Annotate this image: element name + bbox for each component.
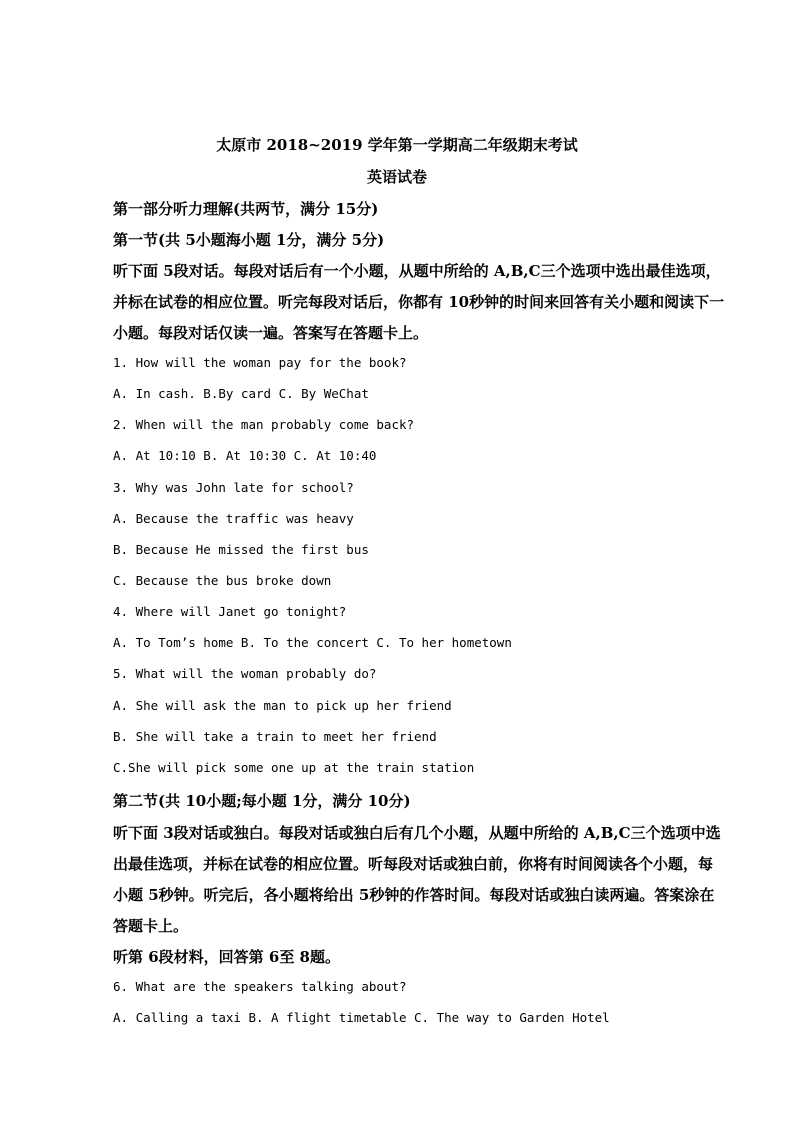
- question-6-options: A. Calling a taxi B. A flight timetable C. The way to Garden Hotel: [113, 1010, 610, 1025]
- question-1: 1. How will the woman pay for the book?: [113, 355, 407, 370]
- question-4: 4. Where will Janet go tonight?: [113, 604, 347, 619]
- question-3-option-b: B. Because He missed the first bus: [113, 542, 369, 557]
- section2-instruction-line: 出最佳选项，并标在试卷的相应位置。听每段对话或独白前，你将有时间阅读各个小题，每: [113, 855, 714, 873]
- material-6-heading: 听第 6段材料，回答第 6至 8题。: [113, 948, 340, 966]
- question-4-options: A. To Tom’s home B. To the concert C. To her hometown: [113, 635, 512, 650]
- question-5: 5. What will the woman probably do?: [113, 666, 377, 681]
- question-5-option-c: C.She will pick some one up at the train station: [113, 760, 475, 775]
- part1-heading: 第一部分听力理解(共两节，满分 15分): [113, 200, 379, 218]
- question-3-option-a: A. Because the traffic was heavy: [113, 511, 354, 526]
- section1-instruction-line: 听下面 5段对话。每段对话后有一个小题，从题中所给的 A,B,C三个选项中选出最佳选项，: [113, 262, 721, 280]
- question-6: 6. What are the speakers talking about?: [113, 979, 407, 994]
- question-2: 2. When will the man probably come back?: [113, 417, 415, 432]
- section2-instruction-line: 答题卡上。: [113, 917, 189, 935]
- question-3-option-c: C. Because the bus broke down: [113, 573, 332, 588]
- exam-title: 太原市 2018~2019 学年第一学期高二年级期末考试: [216, 136, 578, 154]
- question-1-options: A. In cash. B.By card C. By WeChat: [113, 386, 369, 401]
- question-5-option-b: B. She will take a train to meet her friend: [113, 729, 437, 744]
- question-2-options: A. At 10:10 B. At 10:30 C. At 10:40: [113, 448, 377, 463]
- section2-heading: 第二节(共 10小题;每小题 1分，满分 10分): [113, 792, 411, 810]
- section2-instruction-line: 听下面 3段对话或独白。每段对话或独白后有几个小题，从题中所给的 A,B,C三个选项中选: [113, 824, 721, 842]
- question-5-option-a: A. She will ask the man to pick up her friend: [113, 698, 452, 713]
- section1-instruction-line: 并标在试卷的相应位置。听完每段对话后，你都有 10秒钟的时间来回答有关小题和阅读下一: [113, 293, 725, 311]
- section2-instruction-line: 小题 5秒钟。听完后，各小题将给出 5秒钟的作答时间。每段对话或独白读两遍。答案涂在: [113, 886, 715, 904]
- exam-subtitle: 英语试卷: [366, 168, 427, 186]
- section1-instruction-line: 小题。每段对话仅读一遍。答案写在答题卡上。: [113, 324, 429, 342]
- question-3: 3. Why was John late for school?: [113, 480, 354, 495]
- section1-heading: 第一节(共 5小题海小题 1分，满分 5分): [113, 231, 385, 249]
